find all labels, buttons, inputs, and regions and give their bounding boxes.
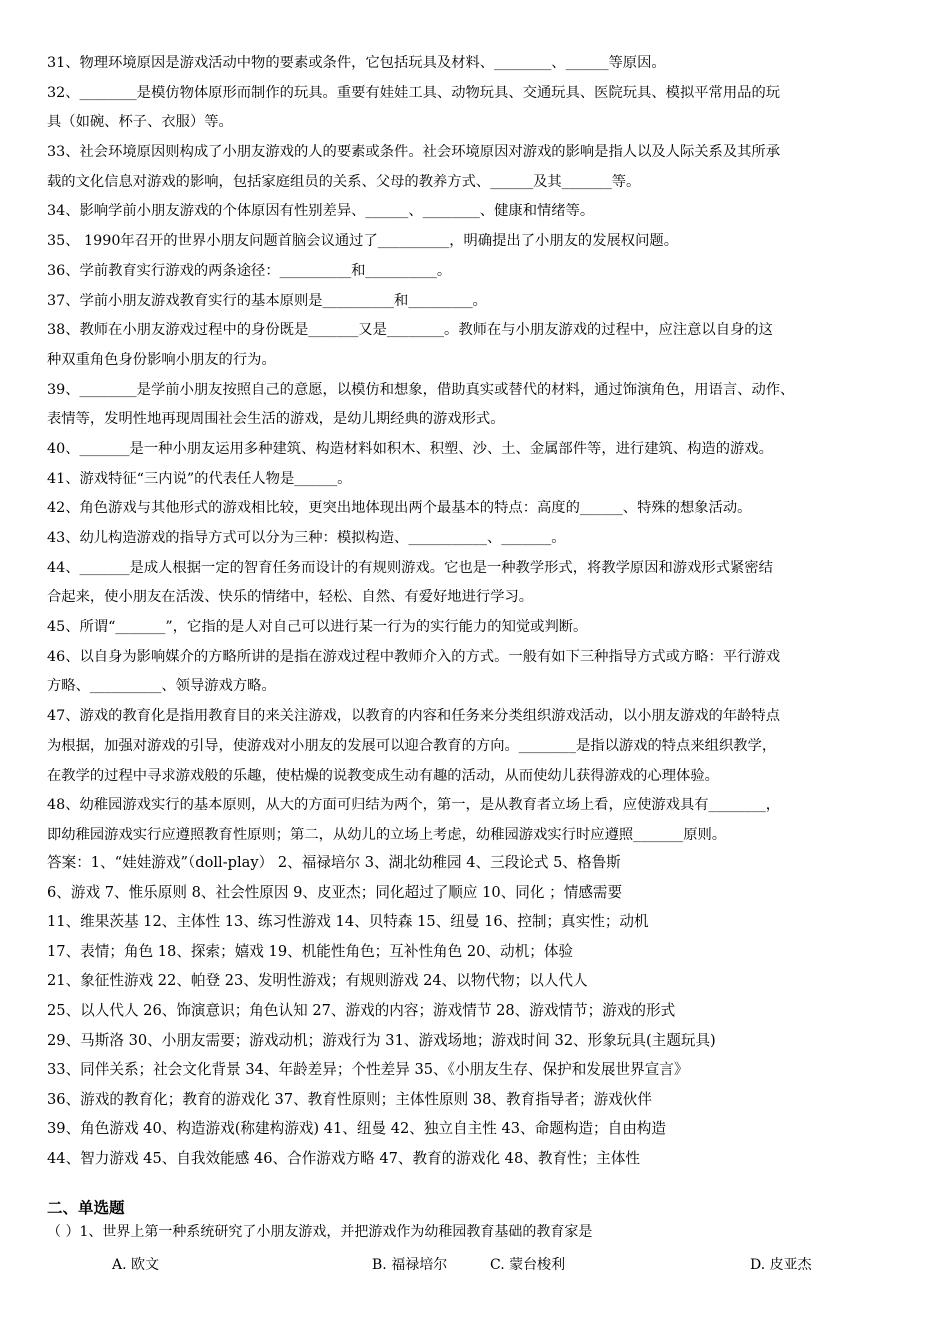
question-line: 表情等，发明性地再现周围社会生活的游戏，是幼儿期经典的游戏形式。 [47, 411, 505, 428]
question-line: 48、幼稚园游戏实行的基本原则，从大的方面可归结为两个，第一，是从教育者立场上看，应使游戏具有________， [47, 797, 781, 814]
question-line: 46、以自身为影响媒介的方略所讲的是指在游戏过程中教师介入的方式。一般有如下三种指导方式或方略：平行游戏 [47, 648, 781, 665]
question-line: 载的文化信息对游戏的影响，包括家庭组员的关系、父母的教养方式、______及其_______等。 [47, 173, 641, 190]
question-line: 41、游戏特征“三内说”的代表任人物是______。 [47, 470, 352, 487]
question-line: 种双重角色身份影响小朋友的行为。 [47, 351, 276, 368]
question-line: 39、________是学前小朋友按照自己的意愿，以模仿和想象，借助真实或替代的材料，通过饰演角色，用语言、动作、 [47, 381, 795, 398]
answer-key [47, 848, 909, 1174]
answer-line: 6、游戏 7、惟乐原则 8、社会性原因 9、皮亚杰；同化超过了顺应 10、同化 ；情感需要 [47, 883, 623, 901]
question-line: 合起来，使小朋友在活泼、快乐的情绪中，轻松、自然、有爱好地进行学习。 [47, 589, 534, 606]
question-line: 43、幼儿构造游戏的指导方式可以分为三种：模拟构造、___________、_______。 [47, 530, 566, 546]
question-line: 33、社会环境原因则构成了小朋友游戏的人的要素或条件。社会环境原因对游戏的影响是指人以及人际关系及其所承 [47, 144, 781, 161]
question-line: 具（如碗、杯子、衣服）等。 [47, 114, 233, 131]
answer-line: 33、同伴关系；社会文化背景 34、年龄差异；个性差异 35、《小朋友生存、保护和发展世界宣言》 [47, 1061, 689, 1079]
multiple-choice-question: （ ）1、世界上第一种系统研究了小朋友游戏，并把游戏作为幼稚园教育基础的教育家是 [47, 1224, 593, 1240]
question-line: 38、教师在小朋友游戏过程中的身份既是_______又是________。教师在与小朋友游戏的过程中，应注意以自身的这 [47, 322, 773, 339]
answer-line: 11、维果茨基 12、主体性 13、练习性游戏 14、贝特森 15、纽曼 16、控制；真实性；动机 [47, 913, 649, 931]
option-c: C. 蒙台梭利 [490, 1257, 566, 1273]
question-line: 44、_______是成人根据一定的智育任务而设计的有规则游戏。它也是一种教学形式，将教学原因和游戏形式紧密结 [47, 559, 773, 576]
answer-line: 答案：1、“娃娃游戏”（doll-play） 2、福禄培尔 3、湖北幼稚园 4、三段论式 5、格鲁斯 [47, 854, 621, 871]
question-line: 42、角色游戏与其他形式的游戏相比较，更突出地体现出两个最基本的特点：高度的______、特殊的想象活动。 [47, 500, 752, 517]
fill-in-questions [47, 49, 909, 851]
question-line: 35、 1990年召开的世界小朋友问题首脑会议通过了__________，明确提出了小朋友的发展权问题。 [47, 233, 678, 250]
option-a: A. 欧文 [112, 1257, 160, 1273]
question-line: 32、________是模仿物体原形而制作的玩具。重要有娃娃工具、动物玩具、交通玩具、医院玩具、模拟平常用品的玩 [47, 84, 781, 101]
question-line: 方略、__________、领导游戏方略。 [47, 678, 276, 695]
question-line: 36、学前教育实行游戏的两条途径：__________和__________。 [47, 262, 452, 279]
question-line: 34、影响学前小朋友游戏的个体原因有性别差异、______、________、健康和情绪等。 [47, 203, 595, 220]
answer-line: 29、马斯洛 30、小朋友需要；游戏动机；游戏行为 31、游戏场地；游戏时间 32、形象玩具(主题玩具) [47, 1031, 716, 1049]
answer-line: 21、象征性游戏 22、帕登 23、发明性游戏；有规则游戏 24、以物代物；以人代人 [47, 972, 588, 990]
question-line: 47、游戏的教育化是指用教育目的来关注游戏，以教育的内容和任务来分类组织游戏活动，以小朋友游戏的年龄特点 [47, 708, 781, 725]
answer-line: 36、游戏的教育化；教育的游戏化 37、教育性原则；主体性原则 38、教育指导者；游戏伙伴 [47, 1090, 652, 1108]
question-line: 为根据，加强对游戏的引导，使游戏对小朋友的发展可以迎合教育的方向。________是指以游戏的特点来组织教学， [47, 737, 777, 754]
answer-line: 25、以人代人 26、饰演意识；角色认知 27、游戏的内容；游戏情节 28、游戏情节；游戏的形式 [47, 1001, 676, 1019]
question-line: 37、学前小朋友游戏教育实行的基本原则是__________和_________。 [47, 292, 487, 309]
question-line: 40、_______是一种小朋友运用多种建筑、构造材料如积木、积塑、沙、土、金属部件等，进行建筑、构造的游戏。 [47, 440, 773, 457]
question-line: 即幼稚园游戏实行应遵照教育性原则；第二，从幼儿的立场上考虑，幼稚园游戏实行时应遵照_______原则。 [47, 826, 727, 843]
option-d: D. 皮亚杰 [750, 1257, 812, 1273]
question-line: 31、物理环境原因是游戏活动中物的要素或条件，它包括玩具及材料、________、______等原因。 [47, 55, 666, 71]
answer-line: 39、角色游戏 40、构造游戏(称建构游戏) 41、纽曼 42、独立自主性 43、命题构造；自由构造 [47, 1120, 666, 1138]
option-b: B. 福禄培尔 [372, 1257, 448, 1273]
question-line: 45、所谓“_______”，它指的是人对自己可以进行某一行为的实行能力的知觉或判断。 [47, 619, 588, 636]
question-line: 在教学的过程中寻求游戏般的乐趣，使枯燥的说教变成生动有趣的活动，从而使幼儿获得游戏的心理体验。 [47, 767, 719, 784]
answer-line: 17、表情；角色 18、探索；嬉戏 19、机能性角色；互补性角色 20、动机；体验 [47, 942, 574, 960]
section-heading: 二、单选题 [47, 1199, 125, 1217]
answer-line: 44、智力游戏 45、自我效能感 46、合作游戏方略 47、教育的游戏化 48、教育性；主体性 [47, 1149, 641, 1167]
